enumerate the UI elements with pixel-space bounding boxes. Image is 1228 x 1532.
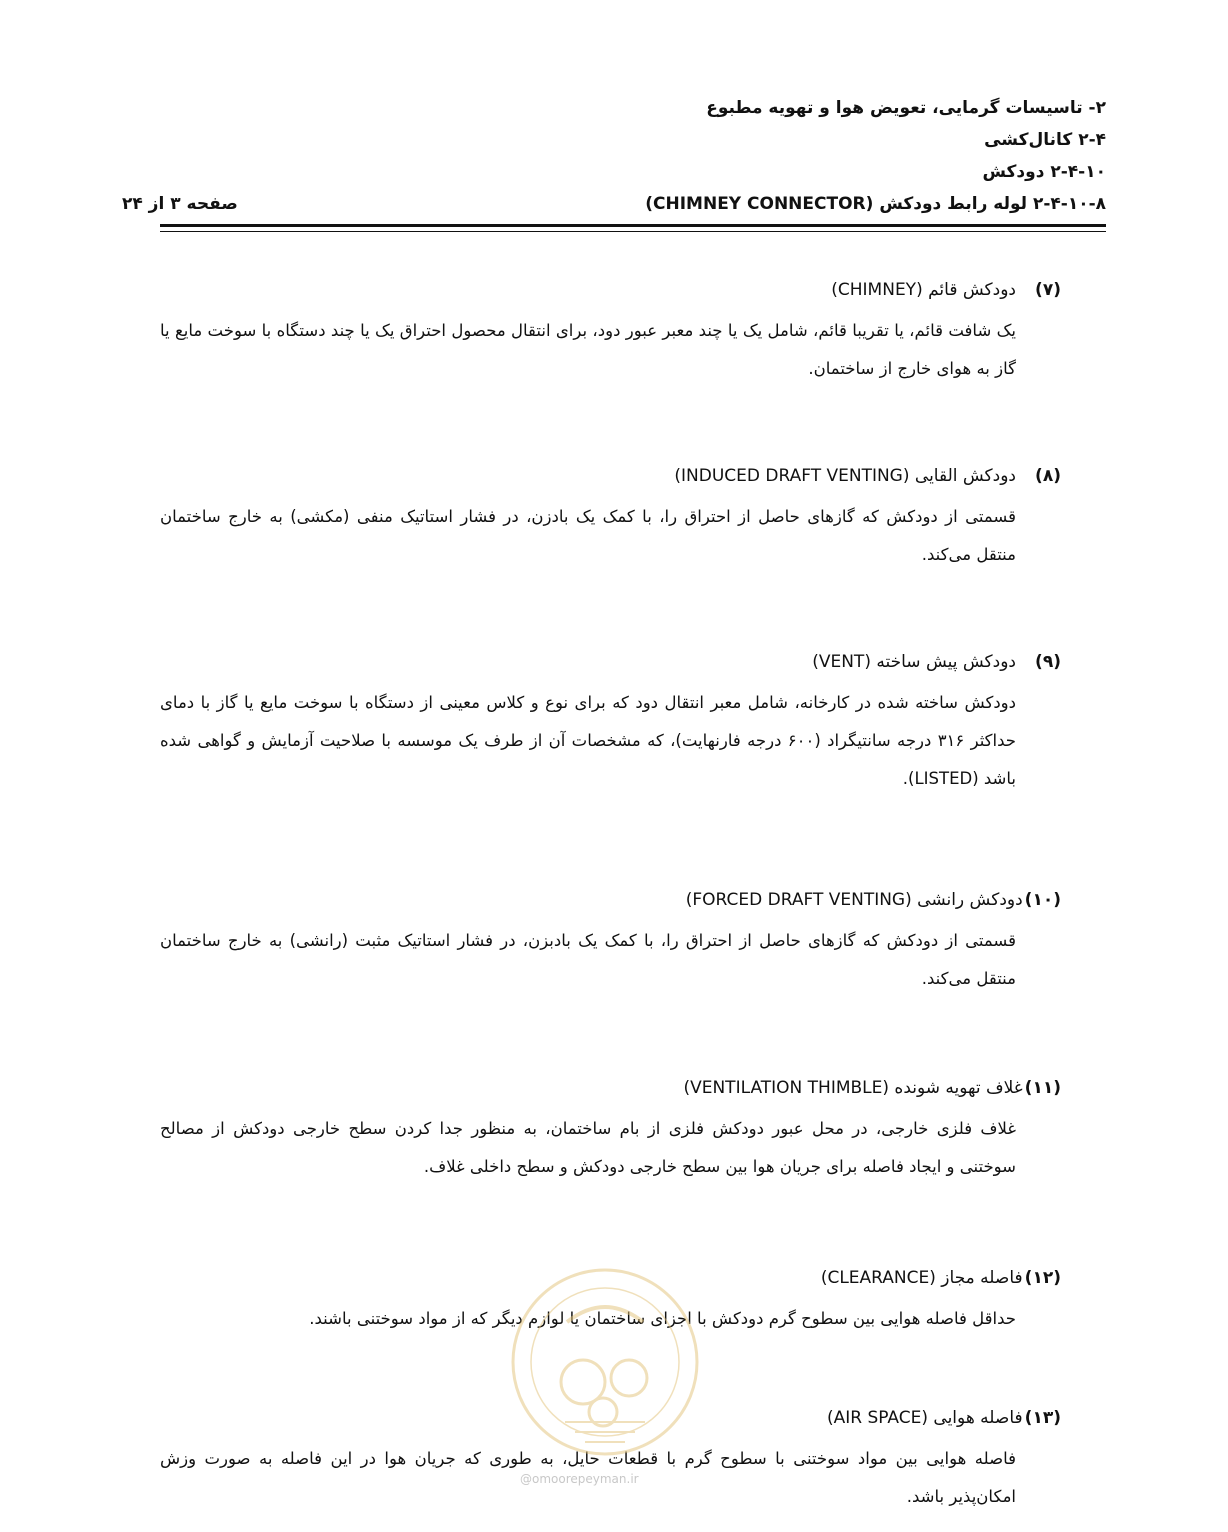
definition-8 (160, 462, 1061, 574)
header-rule-thin (160, 231, 1106, 232)
definition-title-row (160, 1074, 1061, 1102)
header-line-2: ۲-۴ کانال‌کشی (984, 130, 1106, 150)
header-line-3: ۲-۴-۱۰ دودکش (982, 162, 1106, 182)
definition-text: حداقل فاصله هوایی بین سطوح گرم دودکش با اجزای ساختمان یا لوازم دیگر که از مواد سوختنی باشند. (309, 1309, 1016, 1328)
definition-text: دودکش ساخته شده در کارخانه، شامل معبر انتقال دود که برای نوع و کلاس معینی از دستگاه با سوخت مایع یا گاز با دمای حداکثر ۳۱۶ درجه سانتیگراد (۶۰۰ درجه فارنهایت)، که مشخصات آن از طرف یک موسسه با صلاحیت آزمایش و گواهی شده باشد (LISTED). (160, 693, 1016, 788)
definition-title-row (160, 648, 1061, 676)
watermark-logo-icon (505, 1262, 705, 1462)
definition-title: دودکش قائم (CHIMNEY) (831, 280, 1016, 300)
definition-11 (160, 1074, 1061, 1186)
definition-title: غلاف تهویه شونده (VENTILATION THIMBLE) (683, 1078, 1023, 1098)
definition-7 (160, 276, 1061, 388)
definition-10 (160, 886, 1061, 998)
definition-title: دودکش پیش ساخته (VENT) (812, 652, 1016, 672)
definition-title-row (160, 462, 1061, 490)
definition-text: یک شافت قائم، یا تقریبا قائم، شامل یک یا چند معبر عبور دود، برای انتقال محصول احتراق یک یا چند دستگاه با سوخت مایع یا گاز به هوای خارج از ساختمان. (160, 321, 1016, 378)
definition-text: فاصله هوایی بین مواد سوختنی با سطوح گرم با قطعات حایل، به طوری که جریان هوا در این فاصله به صورت وزش امکان‌پذیر باشد. (160, 1449, 1016, 1506)
definition-title: فاصله مجاز (CLEARANCE) (820, 1268, 1023, 1288)
definition-title-row (160, 276, 1061, 304)
watermark-text: @omoorepeyman.ir (520, 1472, 639, 1486)
definition-number: (۱۲) (1024, 1268, 1061, 1288)
page-number: صفحه ۳ از ۲۴ (122, 194, 238, 214)
definition-number: (۹) (1035, 652, 1061, 672)
definition-title: دودکش القایی (INDUCED DRAFT VENTING) (674, 466, 1016, 486)
definition-9 (160, 648, 1061, 798)
header-line-1: ۲- تاسیسات گرمایی، تعویض هوا و تهویه مطبوع (706, 98, 1106, 118)
definition-text: قسمتی از دودکش که گازهای حاصل از احتراق را، با کمک یک بادزن، در فشار استاتیک منفی (مکشی) به خارج ساختمان منتقل می‌کند. (160, 507, 1016, 564)
definition-title: فاصله هوایی (AIR SPACE) (826, 1408, 1023, 1428)
definition-text: قسمتی از دودکش که گازهای حاصل از احتراق را، با کمک یک بادبزن، در فشار استاتیک مثبت (رانشی) به خارج ساختمان منتقل می‌کند. (160, 931, 1016, 988)
definition-number: (۱۳) (1024, 1408, 1061, 1428)
definition-title: دودکش رانشی (FORCED DRAFT VENTING) (685, 890, 1023, 910)
header-rule-thick (160, 224, 1106, 227)
definition-number: (۷) (1035, 280, 1061, 300)
definition-number: (۱۱) (1024, 1078, 1061, 1098)
definition-number: (۸) (1035, 466, 1061, 486)
header-line-4: ۲-۴-۱۰-۸ لوله رابط دودکش (CHIMNEY CONNECTOR) (645, 194, 1106, 214)
definition-title-row (160, 886, 1061, 914)
definition-text: غلاف فلزی خارجی، در محل عبور دودکش فلزی از بام ساختمان، به منظور جدا کردن سطح خارجی دودکش از مصالح سوختنی و ایجاد فاصله برای جریان هوا بین سطح خارجی دودکش و سطح داخلی غلاف. (160, 1119, 1016, 1176)
header-line-4-row (122, 188, 1106, 220)
document-header (122, 92, 1106, 220)
definition-number: (۱۰) (1024, 890, 1061, 910)
